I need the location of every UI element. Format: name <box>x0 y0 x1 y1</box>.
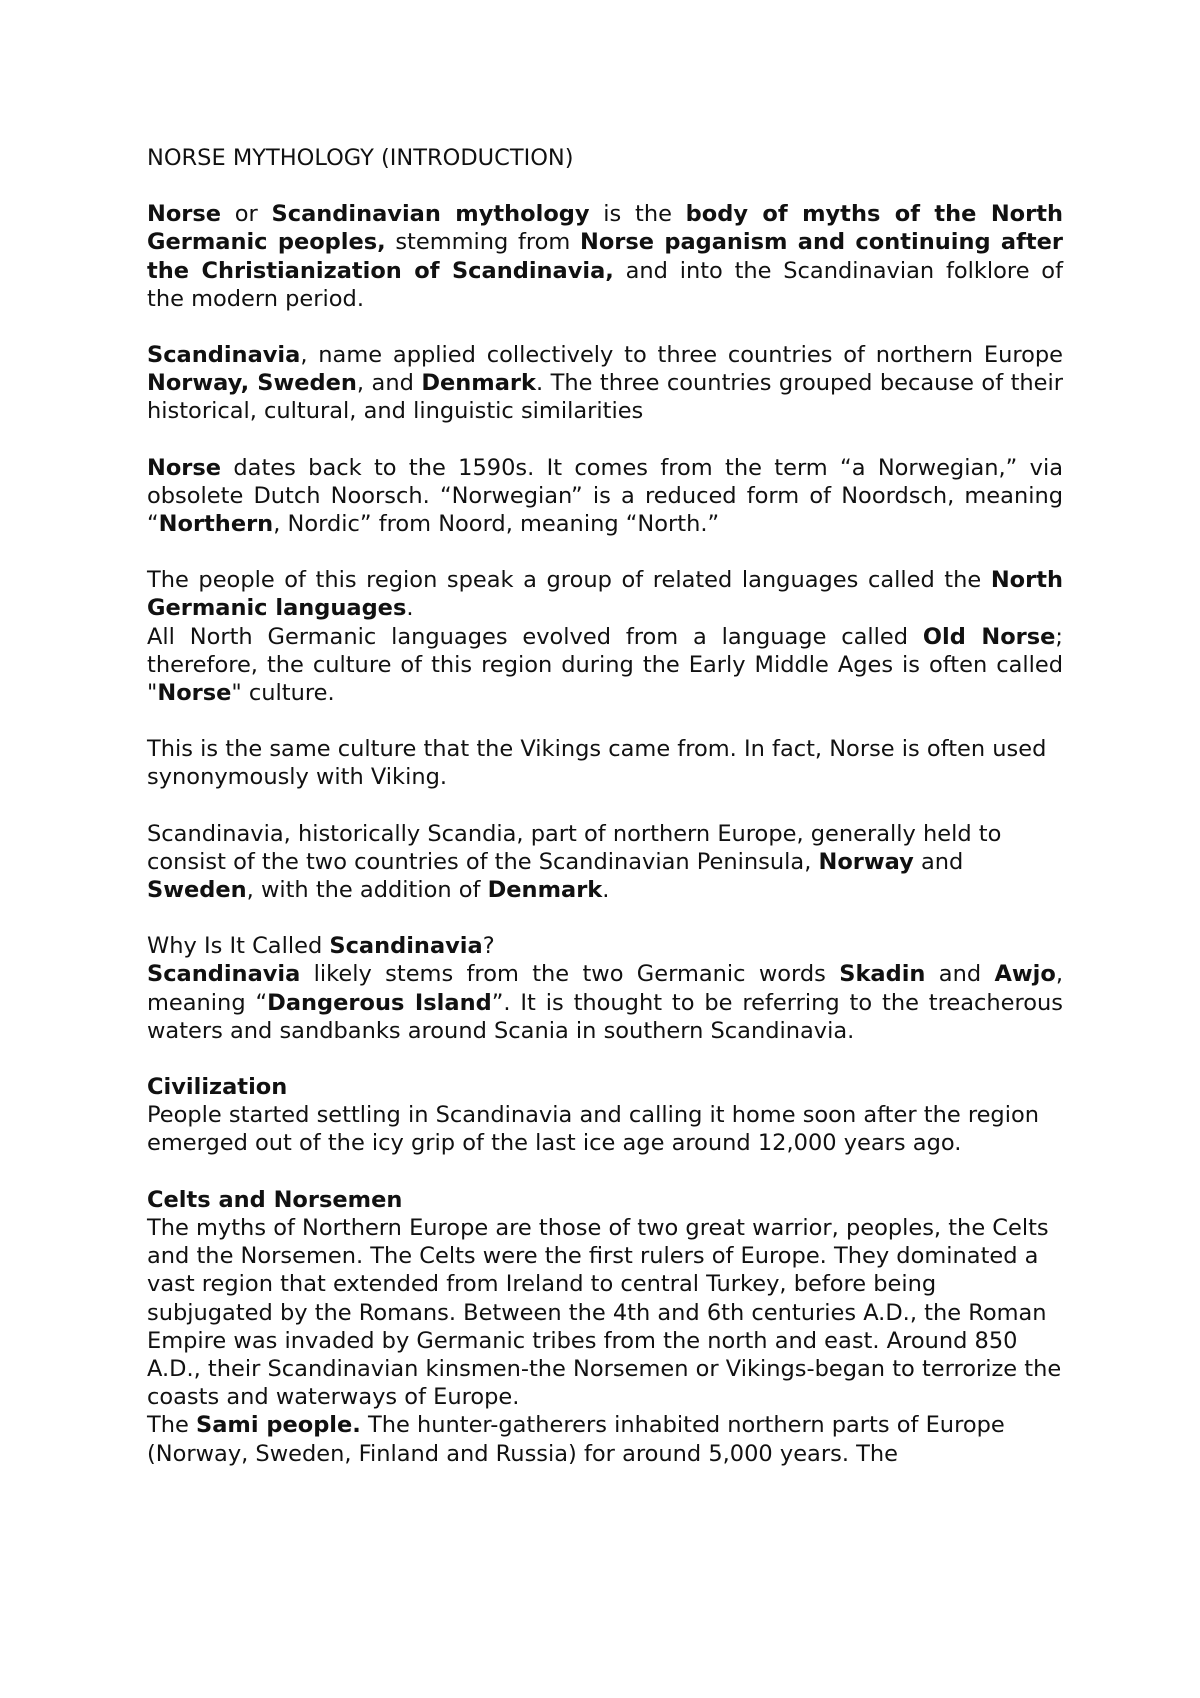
section-heading-celts: Celts and Norsemen <box>147 1186 403 1213</box>
paragraph-norse-etymology: Norse dates back to the 1590s. It comes from the term “a Norwegian,” via obsolete Dutch Noorsch. “Norwegian” is a reduced form of Noordsch, meaning “Northern, Nordic” from Noord, meaning “North.” <box>147 454 1063 538</box>
paragraph-vikings: This is the same culture that the Vikings came from. In fact, Norse is often used synonymously with Viking. <box>147 736 1047 791</box>
paragraph-celts: The myths of Northern Europe are those of two great warrior, peoples, the Celts and the Norsemen. The Celts were the first rulers of Europe. They dominated a vast region that extended from Ireland to central Turkey, before being subjugated by the Romans. Between the 4th and 6th centuries A.D., the Roman Empire was invaded by Germanic tribes from the north and east. Around 850 A.D., their Scandinavian kinsmen-the Norsemen or Vikings-began to terrorize the coasts and waterways of Europe. <box>147 1214 1062 1411</box>
paragraph-dangerous-island: Scandinavia likely stems from the two Germanic words Skadin and Awjo, meaning “Dangerous Island”. It is thought to be referring to the treacherous waters and sandbanks around Scania in southern Scandinavia. <box>147 961 1063 1044</box>
paragraph-scandinavia-definition: Scandinavia, name applied collectively to three countries of northern Europe Norway, Sweden, and Denmark. The three countries grouped because of their historical, cultural, and linguistic similarities <box>147 342 1064 425</box>
question-heading: Why Is It Called Scandinavia? <box>147 933 495 960</box>
document-title: NORSE MYTHOLOGY (INTRODUCTION) <box>147 145 574 171</box>
paragraph-languages: The people of this region speak a group of related languages called the North Germanic languages. <box>147 567 1063 622</box>
document-body <box>147 144 1063 1468</box>
paragraph-norse-mythology: Norse or Scandinavian mythology is the body of myths of the North Germanic peoples, stemming from Norse paganism and continuing after the Christianization of Scandinavia, and into the Scandinavian folklore of the modern period. <box>147 201 1064 312</box>
paragraph-old-norse: All North Germanic languages evolved from a language called Old Norse; therefore, the culture of this region during the Early Middle Ages is often called "Norse" culture. <box>147 623 1063 707</box>
paragraph-sami: The Sami people. The hunter-gatherers inhabited northern parts of Europe (Norway, Sweden, Finland and Russia) for around 5,000 years. The <box>147 1412 1005 1467</box>
paragraph-scandia: Scandinavia, historically Scandia, part of northern Europe, generally held to consist of the two countries of the Scandinavian Peninsula, Norway and Sweden, with the addition of Denmark. <box>147 820 1002 904</box>
section-heading-civilization: Civilization <box>147 1074 288 1101</box>
paragraph-civilization: People started settling in Scandinavia and calling it home soon after the region emerged out of the icy grip of the last ice age around 12,000 years ago. <box>147 1102 1039 1157</box>
